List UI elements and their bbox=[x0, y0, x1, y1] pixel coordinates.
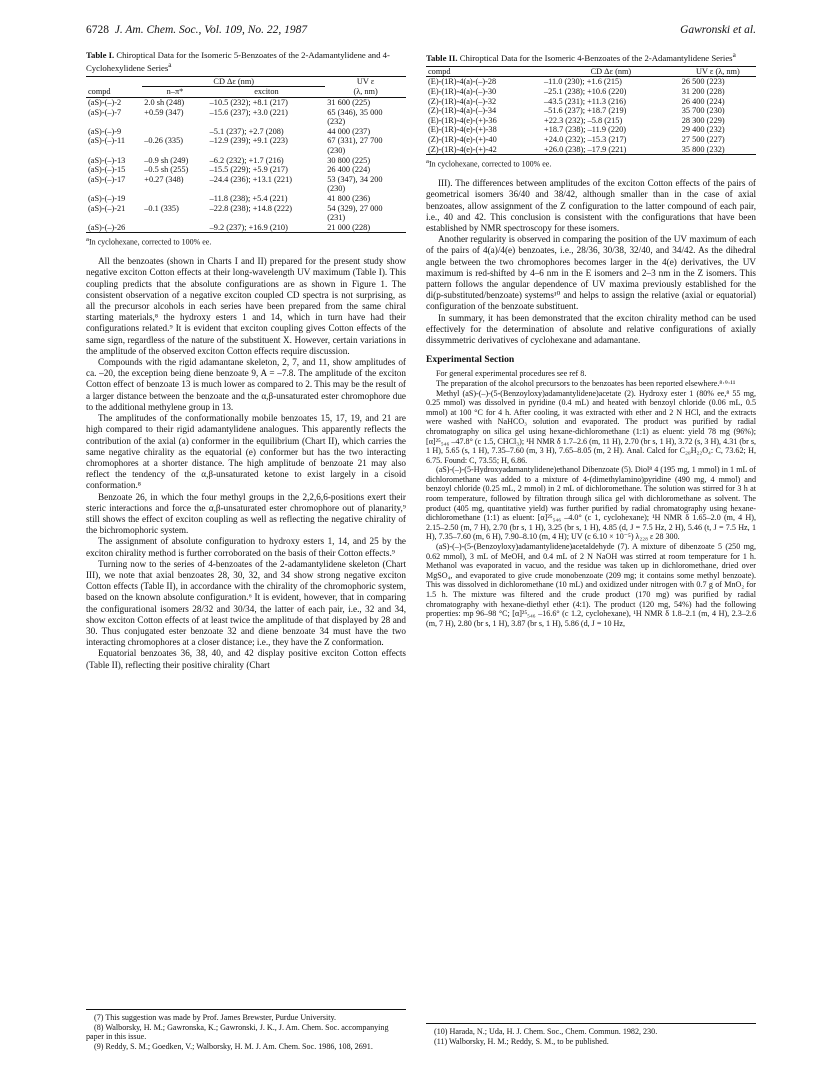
paragraph: Methyl (aS)-(–)-(5-(Benzoyloxy)adamantylidene)acetate (2). Hydroxy ester 1 (80% ee,⁸ 55 mg, 0.25 mmol) was dissolved in pyridine (0.4 mL) and heated with benzoyl chloride (0.06 mL, 0.5 mmol) at 100 °C for 4 h. After cooling, it was extracted with ether and 2 N HCl, and the extracts were washed with NaHCO₃ solution and evaporated. The product was purified by radial chromatography on silica gel using hexane-dichloromethane (1:1) as eluent: yield 78 mg (96%); [α]²⁵₅₄₆ –47.8° (c 1.5, CHCl₃); ¹H NMR δ 1.7–2.6 (m, 11 H), 2.70 (br s, 1 H), 3.72 (s, 3 H), 4.31 (br s, 1 H), 5.65 (s, 1 H), 7.35–7.60 (m, 3 H), 7.65–8.05 (m, 2 H). Anal. Calcd for C₂₀H₂₂O₄: C, 73.62; H, 6.75. Found: C, 73.55; H, 6.86. bbox=[426, 388, 756, 465]
footnote: (10) Harada, N.; Uda, H. J. Chem. Soc., Chem. Commun. 1982, 230. bbox=[434, 1027, 658, 1036]
table-cell-npi bbox=[142, 146, 207, 156]
table2-caption-mark: a bbox=[732, 51, 736, 59]
table1-col-compd: compd bbox=[88, 86, 111, 96]
table-row bbox=[86, 223, 406, 233]
paragraph: For general experimental procedures see ref 8. bbox=[436, 369, 587, 379]
paragraph: Benzoate 26, in which the four methyl groups in the 2,2,6,6-positions exert their steric interactions and force the α,β-unsaturated ester chromophore out of planarity,⁹ still shows the effect of exciton coupling as well as reflecting the negative chirality of the bichromophoric system. bbox=[86, 491, 406, 536]
table-cell-uv: 65 (346), 35 000 bbox=[327, 107, 383, 117]
table-cell-uv: 28 300 (229) bbox=[681, 115, 725, 125]
table-cell-compd: (E)-(1R)-4(a)-(–)-28 bbox=[428, 77, 497, 87]
table2-title: Chiroptical Data for the Isomeric 4-Benzoates of the 2-Adamantylidene Series bbox=[459, 52, 733, 63]
table-cell-compd bbox=[86, 184, 142, 194]
table-cell-uv: 67 (331), 27 700 bbox=[327, 136, 383, 146]
table-row bbox=[86, 127, 406, 137]
table-cell-compd: (aS)-(–)-26 bbox=[88, 222, 126, 232]
table-cell-compd: (aS)-(–)-13 bbox=[88, 155, 126, 165]
table1-col-lambda: (λ, nm) bbox=[353, 86, 378, 96]
table-cell-npi bbox=[142, 223, 207, 233]
paragraph: All the benzoates (shown in Charts I and II) prepared for the present study show negative exciton Cotton effects at their long-wavelength UV maximum (Table I). This coupling predicts that the absolute configurations are as shown in Figure 1. The consistent observation of a negative exciton coupled CD spectra is not surprising, as all the precursor alcohols in each series have been prepared from the same chiral starting materials,⁸ the hydroxy esters 1 and 14, which in turn have had their configurations related.⁹ It is evident that exciton coupling gives Cotton effects of the same sign, regardless of the nature of the substituent X. However, certain variations in the amplitude of the observed exciton Cotton effects require discussion. bbox=[86, 256, 406, 356]
table-cell-cd: +18.7 (238); –11.9 (220) bbox=[544, 125, 627, 135]
running-header bbox=[86, 24, 756, 40]
table-cell-exc: –12.9 (239); +9.1 (223) bbox=[209, 136, 288, 146]
table-cell-exc bbox=[208, 117, 326, 127]
table-cell-compd: (aS)-(–)-9 bbox=[88, 126, 122, 136]
table-cell-uv: 53 (347), 34 200 bbox=[327, 174, 383, 184]
table-cell-cd: +24.0 (232); –15.3 (217) bbox=[544, 135, 627, 145]
table-cell-compd: (aS)-(–)-2 bbox=[88, 98, 122, 108]
table-row bbox=[426, 125, 756, 135]
table-cell-compd: (E)-(1R)-4(e)-(+)-36 bbox=[428, 115, 497, 125]
table1-caption bbox=[86, 50, 406, 73]
table2-col-uv: UV ε (λ, nm) bbox=[696, 66, 740, 76]
table2-body bbox=[426, 77, 756, 155]
paragraph: (aS)-(–)-(5-Hydroxyadamantylidene)ethanol Dibenzoate (5). Diol⁸ 4 (195 mg, 1 mmol) in 1 mL of dichloromethane was added to a mixture of 4-(dimethylamino)pyridine (490 mg, 4 mmol) and benzoyl chloride (0.25 mL, 2 mmol) in 2 mL of dichloromethane. The solution was stirred for 3 h at room temperature, followed by filtration through silica gel with dichloromethane as solvent. The product (405 mg, quantitative yield) was further purified by radial chromatography using hexane-dichloromethane (1:1) as eluent: [α]²⁵₅₄₆ –4.0° (c 1, cyclohexane); ¹H NMR δ 1.65–2.0 (m, 4 H), 2.15–2.50 (m, 7 H), 2.70 (br s, 1 H), 3.25 (br s, 1 H), 4.85 (d, J = 7.5 Hz, 2 H), 5.46 (t, J = 7.5 Hz, 1 H), 7.35–7.60 (m, 6 H), 7.90–8.10 (m, 4 H); UV (c 6.10 × 10⁻⁵) λ₂₂₈ ε 28 300. bbox=[426, 465, 756, 542]
experimental-text bbox=[426, 369, 756, 628]
table-cell-cd: +26.0 (238); –17.9 (221) bbox=[544, 144, 627, 154]
table-cell-compd: (Z)-(1R)-4(e)-(+)-40 bbox=[428, 135, 497, 145]
table-cell-cd: –25.1 (238); +10.6 (220) bbox=[544, 87, 627, 97]
paragraph: Equatorial benzoates 36, 38, 40, and 42 display positive exciton Cotton effects (Table II), reflecting their positive chirality (Chart bbox=[86, 648, 406, 670]
table-cell-uv: (231) bbox=[327, 213, 346, 223]
table-cell-compd: (Z)-(1R)-4(a)-(–)-34 bbox=[428, 106, 497, 116]
table-row bbox=[86, 213, 406, 223]
table-cell-compd: (aS)-(–)-15 bbox=[88, 165, 126, 175]
table2-caption bbox=[426, 50, 756, 63]
table-row bbox=[86, 108, 406, 118]
table-cell-compd bbox=[86, 117, 142, 127]
footnotes-right bbox=[426, 1023, 756, 1046]
table-cell-compd: (aS)-(–)-11 bbox=[88, 136, 126, 146]
footnote: (8) Walborsky, H. M.; Gawronska, K.; Gawronski, J. K., J. Am. Chem. Soc. accompanying paper in this issue. bbox=[86, 1022, 389, 1042]
table-row bbox=[426, 97, 756, 107]
footnote: (7) This suggestion was made by Prof. James Brewster, Purdue University. bbox=[94, 1013, 337, 1022]
table-cell-compd: (Z)-(1R)-4(e)-(+)-42 bbox=[428, 144, 497, 154]
table-row bbox=[86, 146, 406, 156]
table-cell-npi: –0.9 sh (249) bbox=[144, 155, 189, 165]
table1-footnote: $^a$In cyclohexane, corrected to 100% ee. bbox=[86, 236, 212, 248]
table-cell-uv: (230) bbox=[327, 184, 346, 194]
table-row bbox=[426, 87, 756, 97]
table-cell-uv: 31 200 (228) bbox=[681, 87, 725, 97]
table-cell-uv: 26 400 (224) bbox=[327, 165, 371, 175]
table-cell-uv: 54 (329), 27 000 bbox=[327, 203, 383, 213]
table1-col-npi: n–π* bbox=[166, 87, 184, 97]
table-cell-cd: +22.3 (232); –5.8 (215) bbox=[544, 115, 623, 125]
table-cell-compd: (aS)-(–)-19 bbox=[88, 194, 126, 204]
table-cell-cd: –51.6 (237); +18.7 (219) bbox=[544, 106, 627, 116]
journal-citation bbox=[86, 24, 307, 36]
table1 bbox=[86, 76, 406, 234]
paragraph: Another regularity is observed in comparing the position of the UV maximum of each of the pairs of 4(a)/4(e) benzoates, i.e., 28/36, 30/38, 32/40, and 34/42. As the dihedral angle between the two chromophores becomes larger in the 4(e) derivatives, the UV maximum is red-shifted by 4–6 nm in the E isomers and 2–3 nm in the Z isomers. This pattern follows the angular dependence of UV maxima previously established for the di(p-substituted/benzoate) systems¹⁰ and helps to assign the relative (axial or equatorial) configuration of the benzoate substituent. bbox=[426, 234, 756, 312]
table-cell-exc: –10.5 (232); +8.1 (217) bbox=[209, 98, 288, 108]
paragraph: (aS)-(–)-(5-(Benzoyloxy)adamantylidene)acetaldehyde (7). A mixture of dibenzoate 5 (250 mg, 0.62 mmol), 3 mL of MeOH, and 0.4 mL of 2 N NaOH was stirred at room temperature for 1 h. Methanol was evaporated in vacuo, and the residue was taken up in dichloromethane, dried over MgSO₄, and evaporated to give crude monobenzoate (209 mg; it contains some methyl benzoate). This was dissolved in dichloromethane (10 mL) and oxidized under nitrogen with 0.7 g of MnO₂ for 1.5 h. The mixture was filtered and the crude product (170 mg) was purified by radial chromatography with hexane-diethyl ether (4:1). The product (120 mg, 54%) had the following properties: mp 96–98 °C; [α]²⁵₅₄₆ –16.6° (c 1.2, cyclohexane), ¹H NMR δ 1.8–2.1 (m, 4 H), 2.3–2.6 (m, 7 H), 2.80 (br s, 1 H), 3.87 (br s, 1 H), 5.86 (d, J = 10 Hz, bbox=[426, 542, 756, 628]
table-cell-npi bbox=[142, 184, 207, 194]
table-cell-npi: –0.1 (335) bbox=[144, 203, 179, 213]
table-cell-npi: –0.26 (335) bbox=[144, 136, 183, 146]
table-cell-uv: 27 500 (227) bbox=[681, 135, 725, 145]
table-row bbox=[426, 135, 756, 145]
table2-label: Table II. bbox=[426, 52, 458, 63]
table-cell-compd: (Z)-(1R)-4(a)-(–)-32 bbox=[428, 96, 497, 106]
experimental-heading: Experimental Section bbox=[426, 354, 515, 366]
table-cell-exc bbox=[208, 213, 326, 223]
paragraph: The amplitudes of the conformationally mobile benzoates 15, 17, 19, and 21 are high compared to their rigid adamantylidene analogues. This apparently reflects the contribution of the axial (a) conformer in the equilibrium (Chart II), which carries the same negative chirality as the equatorial (e) conformer but has the two interacting chromophores at a shorter distance. The high amplitude of benzoate 21 may also reflect the tendency of the α,β-unsaturated ketone to exist largely in a cisoid conformation.⁸ bbox=[86, 413, 406, 491]
paragraph: The assignment of absolute configuration to hydroxy esters 1, 14, and 25 by the exciton chirality method is further corroborated on the basis of their Cotton effects.⁹ bbox=[86, 536, 406, 558]
table-cell-npi: –0.5 sh (255) bbox=[144, 165, 189, 175]
table-cell-uv: 31 600 (225) bbox=[327, 98, 371, 108]
table-row bbox=[86, 175, 406, 185]
paragraph: The preparation of the alcohol precursors to the benzoates has been reported elsewhere.⁸·⁹·¹¹ bbox=[436, 378, 736, 388]
table-row bbox=[86, 156, 406, 166]
table-cell-compd: (aS)-(–)-21 bbox=[88, 203, 126, 213]
table1-col-exciton: exciton bbox=[254, 87, 279, 97]
footnotes-left bbox=[86, 1009, 406, 1051]
paragraph: Turning now to the series of 4-benzoates of the 2-adamantylidene skeleton (Chart III), we note that axial benzoates 28, 30, 32, and 34 show strong negative exciton Cotton effects (Table II), in accordance with the chirality of the chromophoric system, based on the known absolute configuration.⁶ It is evident, however, that in comparing the configurational isomers 28/32 and 30/34, the latter of each pair, i.e., 32 and 34, show exciton Cotton effects of at least twice the amplitude of that displayed by 28 and 30. Thus conjugated ester benzoate 32 and diene benzoate 34 must have the two interacting chromophores at a closer distance; i.e., they have the Z conformation. bbox=[86, 558, 406, 648]
table-cell-compd bbox=[86, 146, 142, 156]
table-row bbox=[86, 204, 406, 214]
table-cell-uv: 29 400 (232) bbox=[681, 125, 725, 135]
table-row bbox=[86, 117, 406, 127]
table-row bbox=[86, 194, 406, 204]
table2-footnote: $^a$In cyclohexane, corrected to 100% ee. bbox=[426, 158, 552, 169]
table-cell-uv: 41 800 (236) bbox=[327, 194, 371, 204]
paragraph: III). The differences between amplitudes of the exciton Cotton effects of the pairs of geometrical isomers 36/40 and 38/42, although smaller than in the case of axial benzoates, allow assignment of the Z configuration to the latter compound of each pair, i.e., 40 and 42. This conclusion is consistent with the configurations that have been established by NMR spectroscopy for these isomers. bbox=[426, 178, 756, 233]
left-body-text bbox=[86, 256, 406, 671]
table1-caption-mark: a bbox=[168, 61, 172, 69]
table-cell-compd: (E)-(1R)-4(e)-(+)-38 bbox=[428, 125, 497, 135]
right-body-text bbox=[426, 178, 756, 346]
left-column bbox=[86, 50, 406, 671]
table-cell-npi bbox=[142, 117, 207, 127]
journal-name: J. Am. Chem. Soc., Vol. 109, No. 22, 1987 bbox=[114, 24, 308, 36]
table-cell-compd: (E)-(1R)-4(a)-(–)-30 bbox=[428, 87, 497, 97]
table2-col-compd: compd bbox=[428, 66, 451, 76]
table-cell-exc bbox=[208, 184, 326, 194]
table-cell-exc bbox=[208, 146, 326, 156]
table-cell-compd: (aS)-(–)-17 bbox=[88, 174, 126, 184]
footnote: (11) Walborsky, H. M.; Reddy, S. M., to be published. bbox=[434, 1036, 609, 1046]
table-cell-exc: –11.8 (238); +5.4 (221) bbox=[209, 194, 288, 204]
table-cell-npi bbox=[142, 194, 207, 204]
paragraph: In summary, it has been demonstrated that the exciton chirality method can be used effectively for the determination of absolute and relative configurations of axially dissymmetric derivatives of cyclohexane and adamantane. bbox=[426, 312, 756, 345]
running-authors: Gawronski et al. bbox=[680, 24, 756, 36]
table-cell-npi bbox=[142, 127, 207, 137]
table-cell-npi: +0.59 (347) bbox=[144, 107, 184, 117]
table-cell-uv: 26 500 (223) bbox=[681, 77, 725, 87]
table-row bbox=[426, 77, 756, 87]
right-column bbox=[426, 50, 756, 628]
table-cell-uv: 30 800 (225) bbox=[327, 155, 371, 165]
table-cell-cd: –43.5 (231); +11.3 (216) bbox=[544, 96, 627, 106]
table-row bbox=[426, 106, 756, 116]
table-row bbox=[86, 184, 406, 194]
table-cell-cd: –11.0 (230); +1.6 (215) bbox=[544, 77, 622, 87]
table-cell-exc: –15.6 (237); +3.0 (221) bbox=[209, 107, 288, 117]
table-cell-exc: –5.1 (237); +2.7 (208) bbox=[209, 126, 284, 136]
table1-col-uv: UV ε bbox=[356, 76, 375, 86]
table-cell-exc: –24.4 (236); +13.1 (221) bbox=[209, 174, 292, 184]
table-row bbox=[426, 116, 756, 126]
table-row bbox=[86, 98, 406, 108]
table-cell-uv: 35 800 (232) bbox=[681, 144, 725, 154]
table-cell-exc: –9.2 (237); +16.9 (210) bbox=[209, 222, 288, 232]
table1-label: Table I. bbox=[86, 50, 115, 60]
table-cell-compd: (aS)-(–)-7 bbox=[88, 107, 122, 117]
table-cell-exc: –6.2 (232); +1.7 (216) bbox=[209, 155, 284, 165]
table-cell-exc: –22.8 (238); +14.8 (222) bbox=[209, 203, 292, 213]
table-cell-uv: 44 000 (237) bbox=[327, 126, 371, 136]
table1-col-cd: CD Δε (nm) bbox=[142, 76, 325, 87]
table1-body bbox=[86, 98, 406, 233]
table-cell-uv: (232) bbox=[327, 117, 346, 127]
table2 bbox=[426, 66, 756, 155]
table-cell-uv: (230) bbox=[327, 146, 346, 156]
table1-title: Chiroptical Data for the Isomeric 5-Benzoates of the 2-Adamantylidene and 4-Cyclohexylidene Series bbox=[86, 50, 390, 73]
table2-col-cd: CD Δε (nm) bbox=[590, 66, 632, 76]
table-cell-compd bbox=[86, 213, 142, 223]
table-cell-npi: +0.27 (348) bbox=[144, 174, 184, 184]
table-cell-uv: 26 400 (224) bbox=[681, 96, 725, 106]
page-number: 6728 bbox=[86, 24, 109, 36]
table-row bbox=[86, 165, 406, 175]
table-cell-npi bbox=[142, 213, 207, 223]
table-cell-uv: 21 000 (228) bbox=[327, 222, 371, 232]
table-cell-uv: 35 700 (230) bbox=[681, 106, 725, 116]
table-cell-npi: 2.0 sh (248) bbox=[144, 98, 185, 108]
paragraph: Compounds with the rigid adamantane skeleton, 2, 7, and 11, show amplitudes of ca. –20, the exception being diene benzoate 9, A = –7.8. The amplitude of the exciton Cotton effect of benzoate 13 is much lower as compared to 2. This may be the result of a larger distance between the benzoate and the α,β-unsaturated ester chromophore due to the additional methylene group in 13. bbox=[86, 357, 406, 412]
table-cell-exc: –15.5 (229); +5.9 (217) bbox=[209, 165, 288, 175]
footnote: (9) Reddy, S. M.; Goedken, V.; Walborsky, H. M. J. Am. Chem. Soc. 1986, 108, 2691. bbox=[94, 1041, 373, 1051]
table-row bbox=[86, 136, 406, 146]
table-row bbox=[426, 145, 756, 155]
